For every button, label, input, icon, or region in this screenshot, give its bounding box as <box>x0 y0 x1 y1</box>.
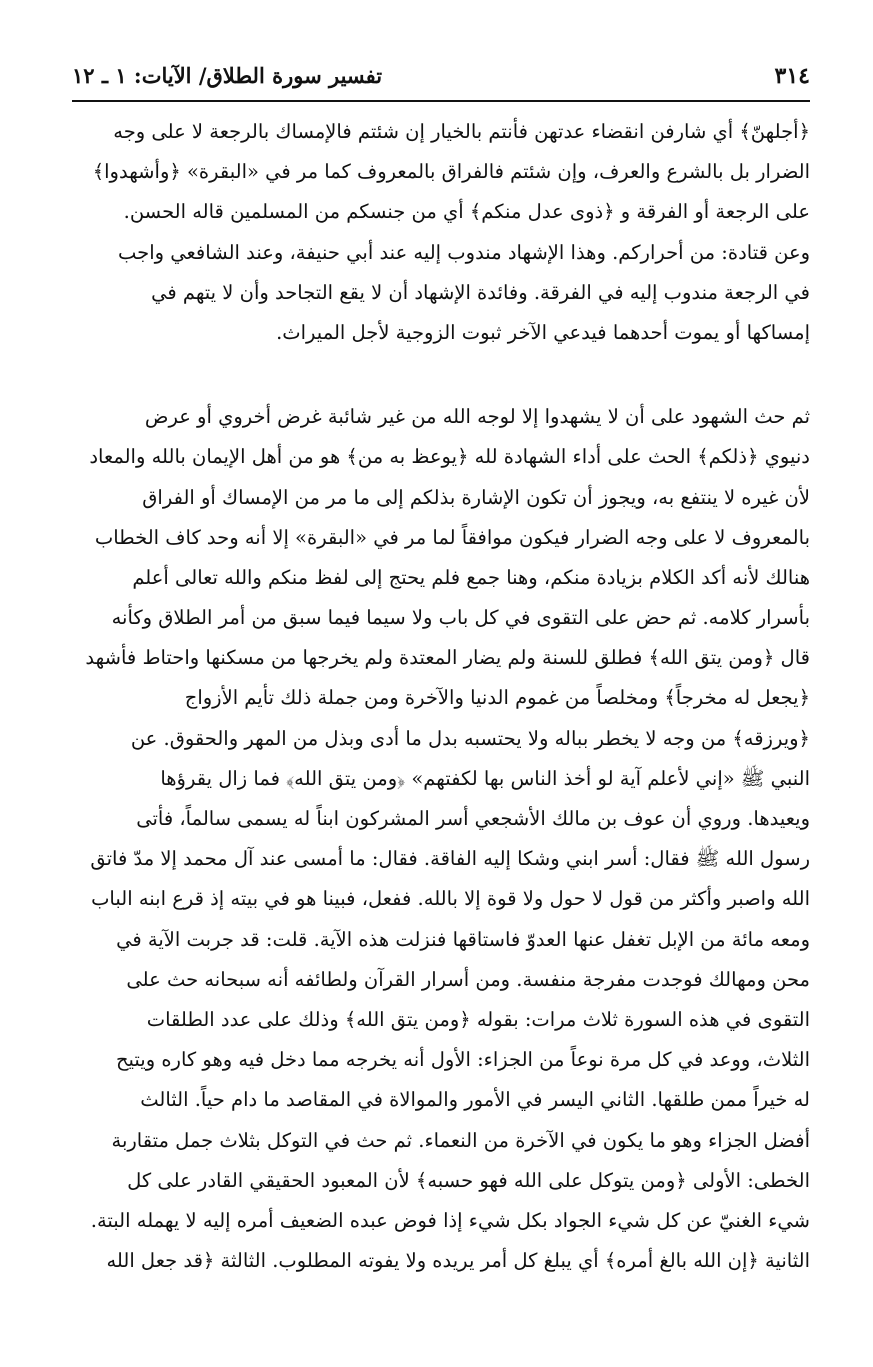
text-line: بأسرار كلامه. ثم حض على التقوى في كل باب ولا سيما فيما سبق من أمر الطلاق وكأنه <box>111 606 810 630</box>
text-line: أفضل الجزاء وهو ما يكون في الآخرة من النعماء. ثم حث في التوكل بثلاث جمل متقاربة <box>111 1128 810 1152</box>
text-line: محن ومهالك فوجدت مفرجة منفسة. ومن أسرار القرآن ولطائفه أنه سبحانه حث على <box>126 967 810 991</box>
text-line: ﴿يجعل له مخرجاً﴾ ومخلصاً من غموم الدنيا والآخرة ومن جملة ذلك تأيم الأزواج <box>184 686 810 710</box>
body-text <box>72 112 810 1281</box>
text-line: ﴿أجلهنّ﴾ أي شارفن انقضاء عدتهن فأنتم بالخيار إن شئتم فالإمساك بالرجعة لا على وجه <box>113 120 810 143</box>
text-line: قال ﴿ومن يتق الله﴾ فطلق للسنة ولم يضار المعتدة ولم يخرجها من مسكنها واحتاط فأشهد <box>85 646 810 670</box>
text-line: في الرجعة مندوب إليه في الفرقة. وفائدة الإشهاد أن لا يقع التجاحد وأن لا يتهم في <box>151 280 810 304</box>
paragraph-gap <box>72 353 810 397</box>
text-line: ثم حث الشهود على أن لا يشهدوا إلا لوجه الله من غير شائبة غرض أخروي أو عرض <box>144 405 810 429</box>
text-line: الثلاث، ووعد في كل مرة نوعاً من الجزاء: الأول أنه يخرجه مما دخل فيه وهو كاره ويتيح <box>115 1048 810 1072</box>
running-title: تفسير سورة الطلاق/ الآيات: ١ ـ ١٢ <box>72 63 383 88</box>
text-line: بالمعروف لا على وجه الضرار فيكون موافقاً لما مر في «البقرة» إلا أنه وحد كاف الخطاب <box>94 525 810 549</box>
text-line: رسول الله ﷺ فقال: أسر ابني وشكا إليه الفاقة. فقال: ما أمسى عند آل محمد إلا مدّ فاتق <box>90 847 810 871</box>
text-line: التقوى في هذه السورة ثلاث مرات: بقوله ﴿ومن يتق الله﴾ وذلك على عدد الطلقات <box>146 1007 810 1031</box>
text-line: ومعه مائة من الإبل تغفل عنها العدوّ فاستاقها فنزلت هذه الآية. قلت: قد جربت الآية في <box>116 927 810 951</box>
paragraph-2 <box>72 397 810 1281</box>
text-line: له خيراً ممن طلقها. الثاني اليسر في الأمور والموالاة في المقاصد ما دام حياً. الثالث <box>140 1088 810 1112</box>
page-number: ٣١٤ <box>774 63 810 89</box>
text-line: الله واصبر وأكثر من قول لا حول ولا قوة إلا بالله. ففعل، فبينا هو في بيته إذ قرع ابنه الباب <box>91 887 810 911</box>
text-line: النبي ﷺ «إني لأعلم آية لو أخذ الناس بها لكفتهم» ﴿ومن يتق الله﴾ فما زال يقرؤها <box>160 766 810 790</box>
page-header <box>72 58 810 94</box>
text-line: الضرار بل بالشرع والعرف، وإن شئتم فالفراق بالمعروف كما مر في «البقرة» ﴿وأشهدوا﴾ <box>92 160 810 184</box>
text-line: لأن غيره لا ينتفع به، ويجوز أن تكون الإشارة بذلكم إلى ما مر من الإمساك أو الفراق <box>142 485 810 509</box>
text-line: على الرجعة أو الفرقة و ﴿ذوى عدل منكم﴾ أي من جنسكم من المسلمين قاله الحسن. <box>123 200 810 224</box>
text-line: هنالك لأنه أكد الكلام بزيادة منكم، وهنا جمع فلم يحتج إلى لفظ منكم والله تعالى أعلم <box>132 565 810 589</box>
text-line: ﴿ويرزقه﴾ من وجه لا يخطر بباله ولا يحتسبه بدل ما أدى وبذل من المهر والحقوق. عن <box>130 726 810 750</box>
text-line: إمساكها أو يموت أحدهما فيدعي الآخر ثبوت الزوجية لأجل الميراث. <box>276 320 810 344</box>
text-line: الخطى: الأولى ﴿ومن يتوكل على الله فهو حسبه﴾ لأن المعبود الحقيقي القادر على كل <box>127 1168 810 1192</box>
header-rule <box>72 100 810 102</box>
running-header <box>72 58 810 94</box>
paragraph-1 <box>72 112 810 353</box>
text-line: شيء الغنيّ عن كل شيء الجواد بكل شيء إذا فوض عبده الضعيف أمره إليه لا يهمله البتة. <box>90 1208 810 1232</box>
text-line: وعن قتادة: من أحراركم. وهذا الإشهاد مندوب إليه عند أبي حنيفة، وعند الشافعي واجب <box>118 240 810 264</box>
text-line: ويعيدها. وروي أن عوف بن مالك الأشجعي أسر المشركون ابناً له يسمى سالماً، فأتى <box>136 807 810 830</box>
text-line: دنيوي ﴿ذلكم﴾ الحث على أداء الشهادة لله ﴿يوعظ به من﴾ هو من أهل الإيمان بالله والمعاد <box>89 445 810 469</box>
text-line: الثانية ﴿إن الله بالغ أمره﴾ أي يبلغ كل أمر يريده ولا يفوته المطلوب. الثالثة ﴿قد جعل الله <box>106 1249 810 1273</box>
